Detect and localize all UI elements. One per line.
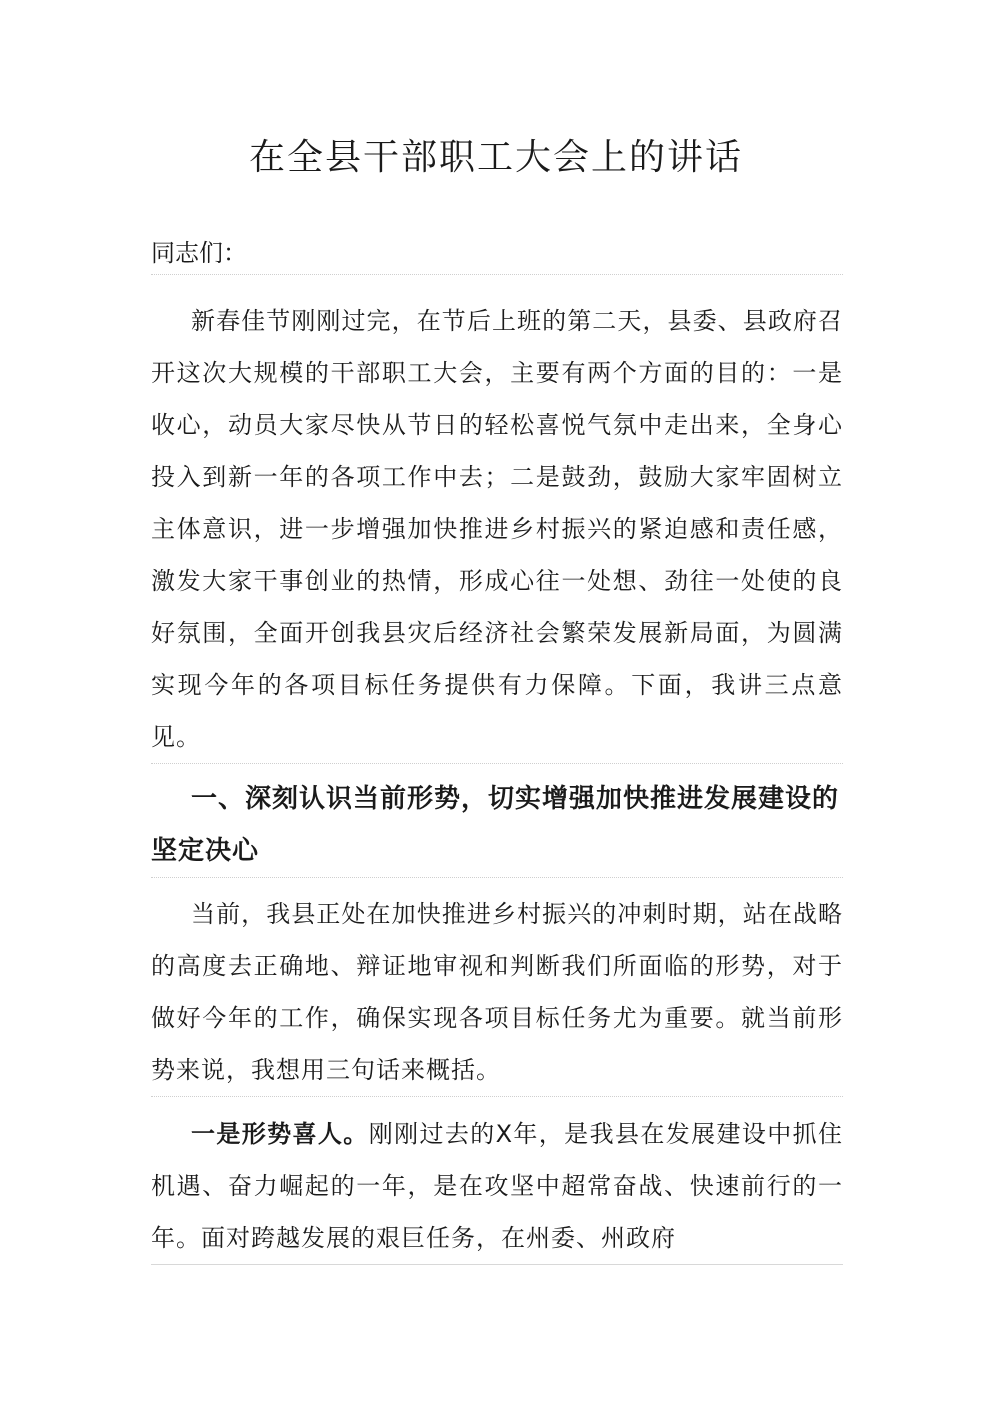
greeting: 同志们： xyxy=(151,232,843,275)
section-heading-1: 一、深刻认识当前形势，切实增强加快推进发展建设的坚定决心 xyxy=(151,773,843,878)
paragraph-intro: 新春佳节刚刚过完，在节后上班的第二天，县委、县政府召开这次大规模的干部职工大会，主要有两个方面的目的：一是收心，动员大家尽快从节日的轻松喜悦气氛中走出来，全身心投入到新一年的各项工作中去；二是鼓劲，鼓励大家牢固树立主体意识，进一步增强加快推进乡村振兴的紧迫感和责任感，激发大家干事创业的热情，形成心往一处想、劲往一处使的良好氛围，全面开创我县灾后经济社会繁荣发展新局面，为圆满实现今年的各项目标任务提供有力保障。下面，我讲三点意见。 xyxy=(151,295,843,764)
document-title: 在全县干部职工大会上的讲话 xyxy=(248,137,743,178)
paragraph-situation-point-1 xyxy=(151,1108,843,1265)
paragraph-body-text: 刚刚过去的X年，是我县在发展建设中抓住机遇、奋力崛起的一年，是在攻坚中超常奋战、快速前行的一年。面对跨越发展的艰巨任务，在州委、州政府 xyxy=(151,1120,844,1252)
paragraph-current-situation: 当前，我县正处在加快推进乡村振兴的冲刺时期，站在战略的高度去正确地、辩证地审视和判断我们所面临的形势，对于做好今年的工作，确保实现各项目标任务尤为重要。就当前形势来说，我想用三句话来概括。 xyxy=(151,888,843,1097)
paragraph-lead-text: 一是形势喜人。 xyxy=(191,1120,369,1148)
